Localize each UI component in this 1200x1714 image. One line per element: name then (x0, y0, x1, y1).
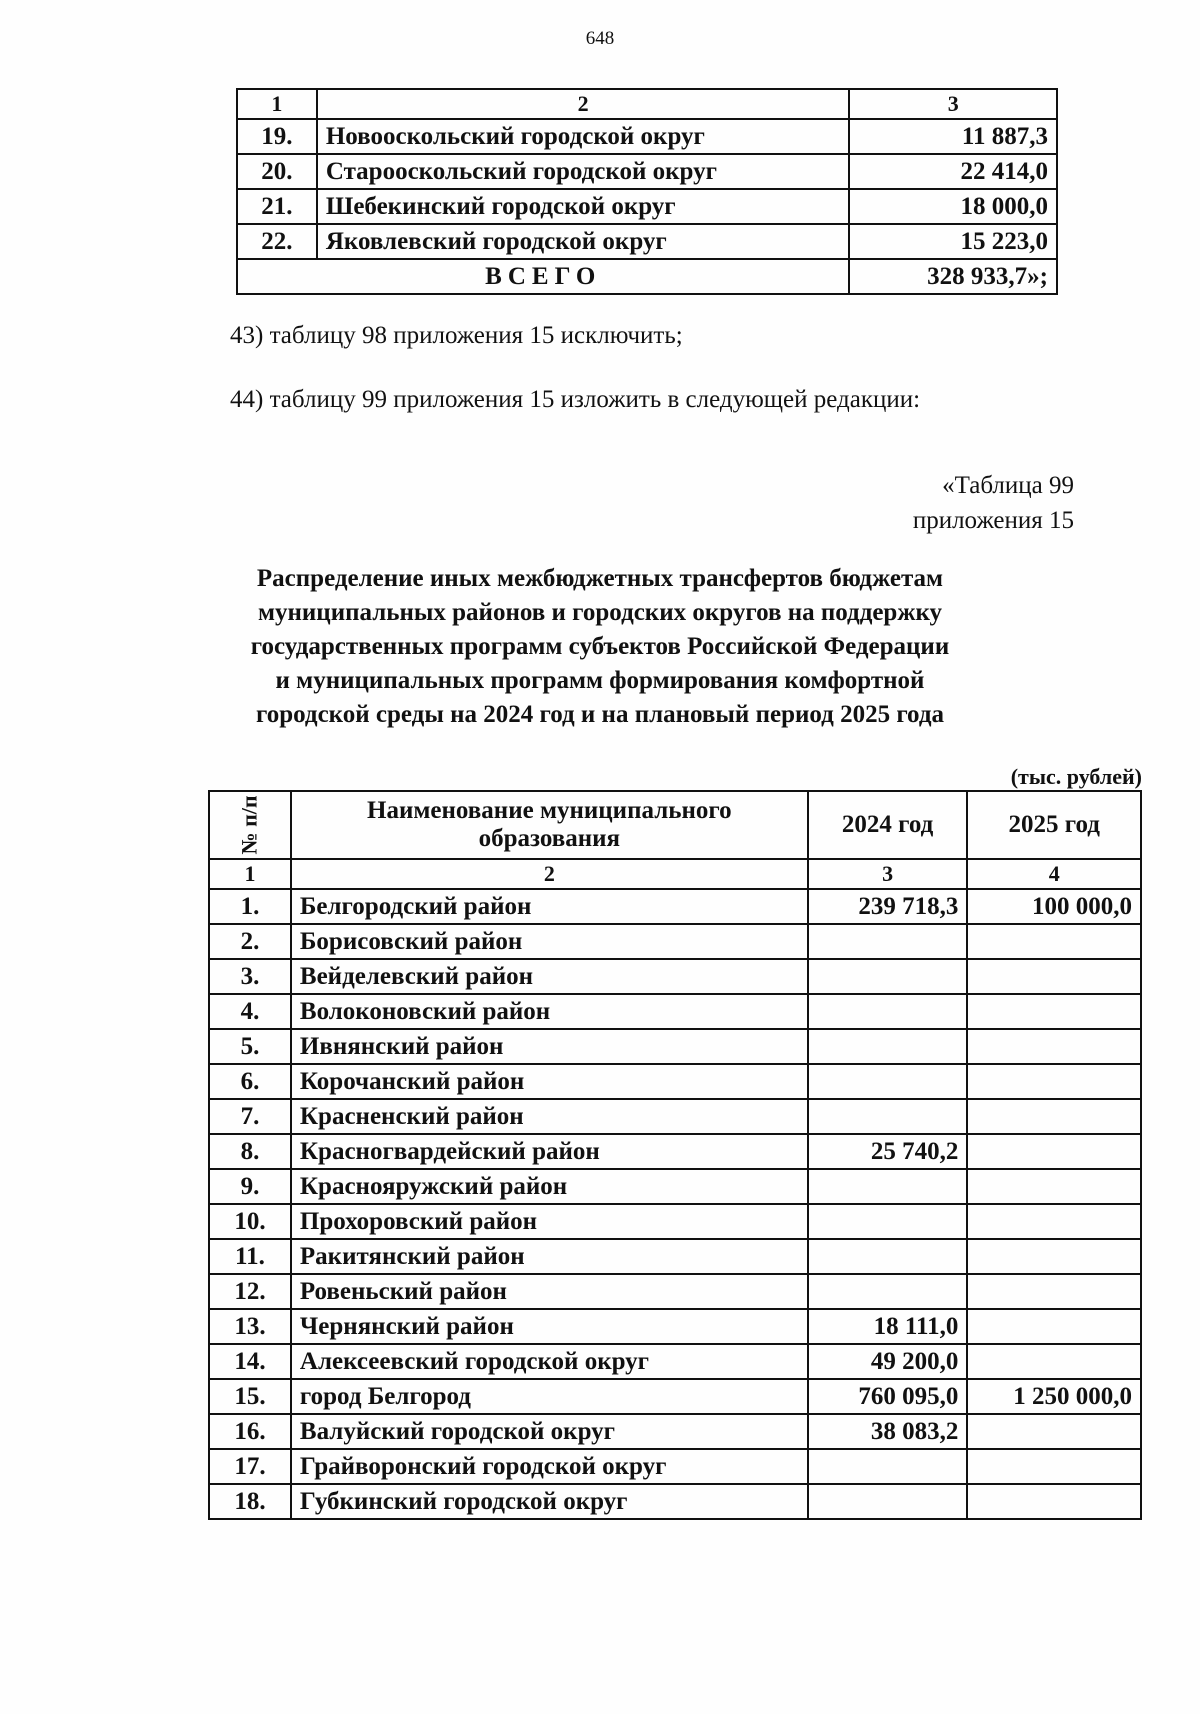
table-caption-line: «Таблица 99 (942, 472, 1074, 499)
column-number: 1 (237, 89, 317, 119)
table-row (237, 189, 1057, 224)
page-number: 648 (585, 28, 615, 49)
table-row (209, 1204, 1141, 1239)
amount-2024 (808, 959, 968, 994)
municipality-name: Старооскольский городской округ (317, 154, 850, 189)
row-number: 20. (237, 154, 317, 189)
amount-2025 (967, 1484, 1141, 1519)
table-row (209, 1029, 1141, 1064)
amount-2025 (967, 1414, 1141, 1449)
document-title (150, 562, 1050, 732)
amount-2025 (967, 1169, 1141, 1204)
amount-2024 (808, 1029, 968, 1064)
row-number: 11. (209, 1239, 291, 1274)
row-number: 10. (209, 1204, 291, 1239)
header-num: № п/п (209, 791, 291, 859)
column-number-row (237, 89, 1057, 119)
table-row (209, 1414, 1141, 1449)
paragraph-44: 44) таблицу 99 приложения 15 изложить в следующей редакции: (230, 386, 921, 413)
column-number: 2 (317, 89, 850, 119)
municipality-name: Белгородский район (291, 889, 808, 924)
header-2024: 2024 год (808, 791, 968, 859)
amount-2024 (808, 994, 968, 1029)
municipality-name: Грайворонский городской округ (291, 1449, 808, 1484)
amount-2025: 1 250 000,0 (967, 1379, 1141, 1414)
amount: 18 000,0 (849, 189, 1057, 224)
units-label: (тыс. рублей) (1010, 764, 1142, 789)
amount: 11 887,3 (849, 119, 1057, 154)
column-number-row (209, 859, 1141, 889)
row-number: 4. (209, 994, 291, 1029)
column-number: 3 (849, 89, 1057, 119)
title-line: городской среды на 2024 год и на плановый период 2025 года (256, 701, 944, 728)
amount-2024 (808, 1064, 968, 1099)
municipality-name: город Белгород (291, 1379, 808, 1414)
amount-2024 (808, 1484, 968, 1519)
title-line: Распределение иных межбюджетных трансфертов бюджетам (256, 565, 944, 592)
table-row (237, 119, 1057, 154)
municipality-name: Алексеевский городской округ (291, 1344, 808, 1379)
column-number: 1 (209, 859, 291, 889)
header-2025: 2025 год (967, 791, 1141, 859)
municipality-name: Шебекинский городской округ (317, 189, 850, 224)
amount-2025 (967, 1029, 1141, 1064)
total-row (237, 259, 1057, 294)
municipality-name: Корочанский район (291, 1064, 808, 1099)
row-number: 5. (209, 1029, 291, 1064)
table-row (209, 1274, 1141, 1309)
amount-2025 (967, 1204, 1141, 1239)
amount-2024: 38 083,2 (808, 1414, 968, 1449)
table-caption-line: приложения 15 (912, 507, 1074, 534)
table-row (237, 224, 1057, 259)
amount-2025 (967, 1449, 1141, 1484)
row-number: 8. (209, 1134, 291, 1169)
amount-2024: 25 740,2 (808, 1134, 968, 1169)
municipality-name: Новооскольский городской округ (317, 119, 850, 154)
table-caption (913, 468, 1074, 538)
column-number: 3 (808, 859, 968, 889)
row-number: 12. (209, 1274, 291, 1309)
amount-2025: 100 000,0 (967, 889, 1141, 924)
table-row (237, 154, 1057, 189)
table-row (209, 924, 1141, 959)
amount-2024 (808, 1099, 968, 1134)
table-row (209, 1379, 1141, 1414)
column-number: 4 (967, 859, 1141, 889)
row-number: 18. (209, 1484, 291, 1519)
row-number: 7. (209, 1099, 291, 1134)
table-row (209, 1064, 1141, 1099)
amount-2025 (967, 1239, 1141, 1274)
row-number: 22. (237, 224, 317, 259)
row-number: 16. (209, 1414, 291, 1449)
amount-2024 (808, 1204, 968, 1239)
row-number: 15. (209, 1379, 291, 1414)
amount-2024: 18 111,0 (808, 1309, 968, 1344)
municipality-name: Ровеньский район (291, 1274, 808, 1309)
municipality-name: Валуйский городской округ (291, 1414, 808, 1449)
distribution-table (208, 790, 1142, 1520)
amount-2024: 239 718,3 (808, 889, 968, 924)
table-row (209, 1309, 1141, 1344)
amount-2025 (967, 1099, 1141, 1134)
table-row (209, 959, 1141, 994)
amount-2025 (967, 1274, 1141, 1309)
municipality-name: Чернянский район (291, 1309, 808, 1344)
table-row (209, 1099, 1141, 1134)
amount-2024: 760 095,0 (808, 1379, 968, 1414)
municipality-name: Ракитянский район (291, 1239, 808, 1274)
municipality-name: Губкинский городской округ (291, 1484, 808, 1519)
table-row (209, 1169, 1141, 1204)
amount-2025 (967, 1309, 1141, 1344)
title-line: муниципальных районов и городских округов на поддержку (257, 599, 943, 626)
header-row (209, 791, 1141, 859)
table-row (209, 889, 1141, 924)
amount-2024: 49 200,0 (808, 1344, 968, 1379)
amount-2025 (967, 1064, 1141, 1099)
row-number: 3. (209, 959, 291, 994)
table-row (209, 1449, 1141, 1484)
row-number: 14. (209, 1344, 291, 1379)
row-number: 2. (209, 924, 291, 959)
municipality-name: Красногвардейский район (291, 1134, 808, 1169)
municipality-name: Красненский район (291, 1099, 808, 1134)
row-number: 6. (209, 1064, 291, 1099)
total-value: 328 933,7»; (849, 259, 1057, 294)
amount-2024 (808, 924, 968, 959)
amount-2025 (967, 994, 1141, 1029)
municipality-name: Прохоровский район (291, 1204, 808, 1239)
row-number: 19. (237, 119, 317, 154)
total-label: ВСЕГО (237, 259, 849, 294)
amount-2024 (808, 1449, 968, 1484)
amount: 15 223,0 (849, 224, 1057, 259)
title-line: и муниципальных программ формирования комфортной (275, 667, 925, 694)
table-row (209, 1344, 1141, 1379)
row-number: 13. (209, 1309, 291, 1344)
previous-table (236, 88, 1058, 295)
row-number: 9. (209, 1169, 291, 1204)
municipality-name: Вейделевский район (291, 959, 808, 994)
amount-2025 (967, 1134, 1141, 1169)
header-name: Наименование муниципального образования (291, 791, 808, 859)
amount: 22 414,0 (849, 154, 1057, 189)
table-row (209, 994, 1141, 1029)
amount-2025 (967, 1344, 1141, 1379)
municipality-name: Волоконовский район (291, 994, 808, 1029)
municipality-name: Ивнянский район (291, 1029, 808, 1064)
row-number: 17. (209, 1449, 291, 1484)
column-number: 2 (291, 859, 808, 889)
municipality-name: Яковлевский городской округ (317, 224, 850, 259)
table-row (209, 1239, 1141, 1274)
municipality-name: Краснояружский район (291, 1169, 808, 1204)
table-row (209, 1134, 1141, 1169)
amount-2024 (808, 1239, 968, 1274)
paragraph-43: 43) таблицу 98 приложения 15 исключить; (230, 322, 683, 349)
title-line: государственных программ субъектов Российской Федерации (250, 633, 950, 660)
row-number: 21. (237, 189, 317, 224)
amount-2024 (808, 1169, 968, 1204)
amount-2025 (967, 959, 1141, 994)
amount-2024 (808, 1274, 968, 1309)
row-number: 1. (209, 889, 291, 924)
table-row (209, 1484, 1141, 1519)
amount-2025 (967, 924, 1141, 959)
municipality-name: Борисовский район (291, 924, 808, 959)
